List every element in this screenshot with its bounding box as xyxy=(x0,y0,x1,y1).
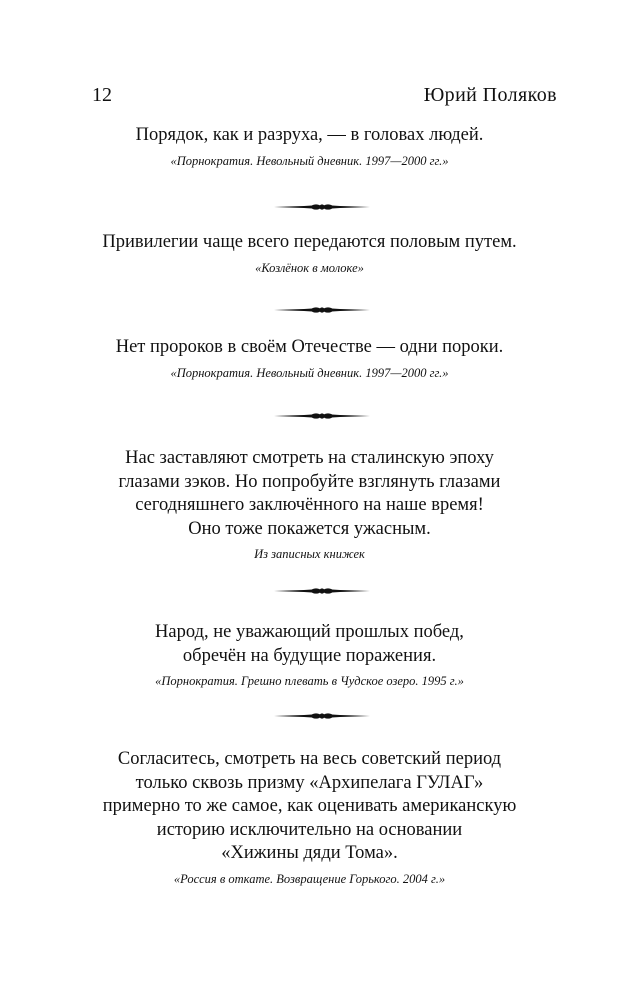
quote-text: Привилегии чаще всего передаются половым путем. xyxy=(102,232,517,252)
fleuron-divider-icon xyxy=(274,586,370,596)
quote-entry xyxy=(0,748,619,888)
quote-source: «Порнократия. Невольный дневник. 1997—2000 гг.» xyxy=(170,153,449,168)
fleuron-divider-icon xyxy=(274,305,370,315)
quote-text: Народ, не уважающий прошлых побед, xyxy=(155,622,464,642)
running-head-author: Юрий Поляков xyxy=(423,84,557,106)
quote-text: «Хижины дяди Тома». xyxy=(221,843,398,863)
quote-text: примерно то же самое, как оценивать американскую xyxy=(102,796,517,816)
fleuron-divider-icon xyxy=(274,202,370,212)
quote-text: Нет пророков в своём Отечестве — одни пороки. xyxy=(115,337,504,357)
fleuron-divider-icon xyxy=(274,411,370,421)
quote-text: Нас заставляют смотреть на сталинскую эпоху xyxy=(125,448,494,468)
quote-text: Порядок, как и разруха, — в головах людей. xyxy=(135,125,484,145)
quote-text: историю исключительно на основании xyxy=(156,819,463,840)
quote-text: глазами зэков. Но попробуйте взглянуть глазами xyxy=(118,471,501,492)
page-header xyxy=(92,80,557,110)
quote-source: «Россия в откате. Возвращение Горького. 2004 г.» xyxy=(173,871,446,886)
quote-entry xyxy=(0,231,619,277)
quote-text: Оно тоже покажется ужасным. xyxy=(188,518,431,539)
quote-entry xyxy=(0,447,619,563)
quote-text: только сквозь призму «Архипелага ГУЛАГ» xyxy=(135,772,484,793)
quote-source: Из записных книжек xyxy=(254,547,365,561)
page-number: 12 xyxy=(92,84,112,106)
quote-entry xyxy=(0,336,619,382)
quote-entry xyxy=(0,621,619,690)
quote-source: «Козлёнок в молоке» xyxy=(255,260,364,275)
quote-source: «Порнократия. Невольный дневник. 1997—2000 гг.» xyxy=(170,365,449,380)
quote-text: сегодняшнего заключённого на наше время! xyxy=(135,495,484,515)
quote-text: Согласитесь, смотреть на весь советский период xyxy=(117,749,502,769)
quote-source: «Порнократия. Грешно плевать в Чудское озеро. 1995 г.» xyxy=(155,674,464,688)
quote-entry xyxy=(0,124,619,170)
fleuron-divider-icon xyxy=(274,711,370,721)
quote-text: обречён на будущие поражения. xyxy=(182,645,437,666)
